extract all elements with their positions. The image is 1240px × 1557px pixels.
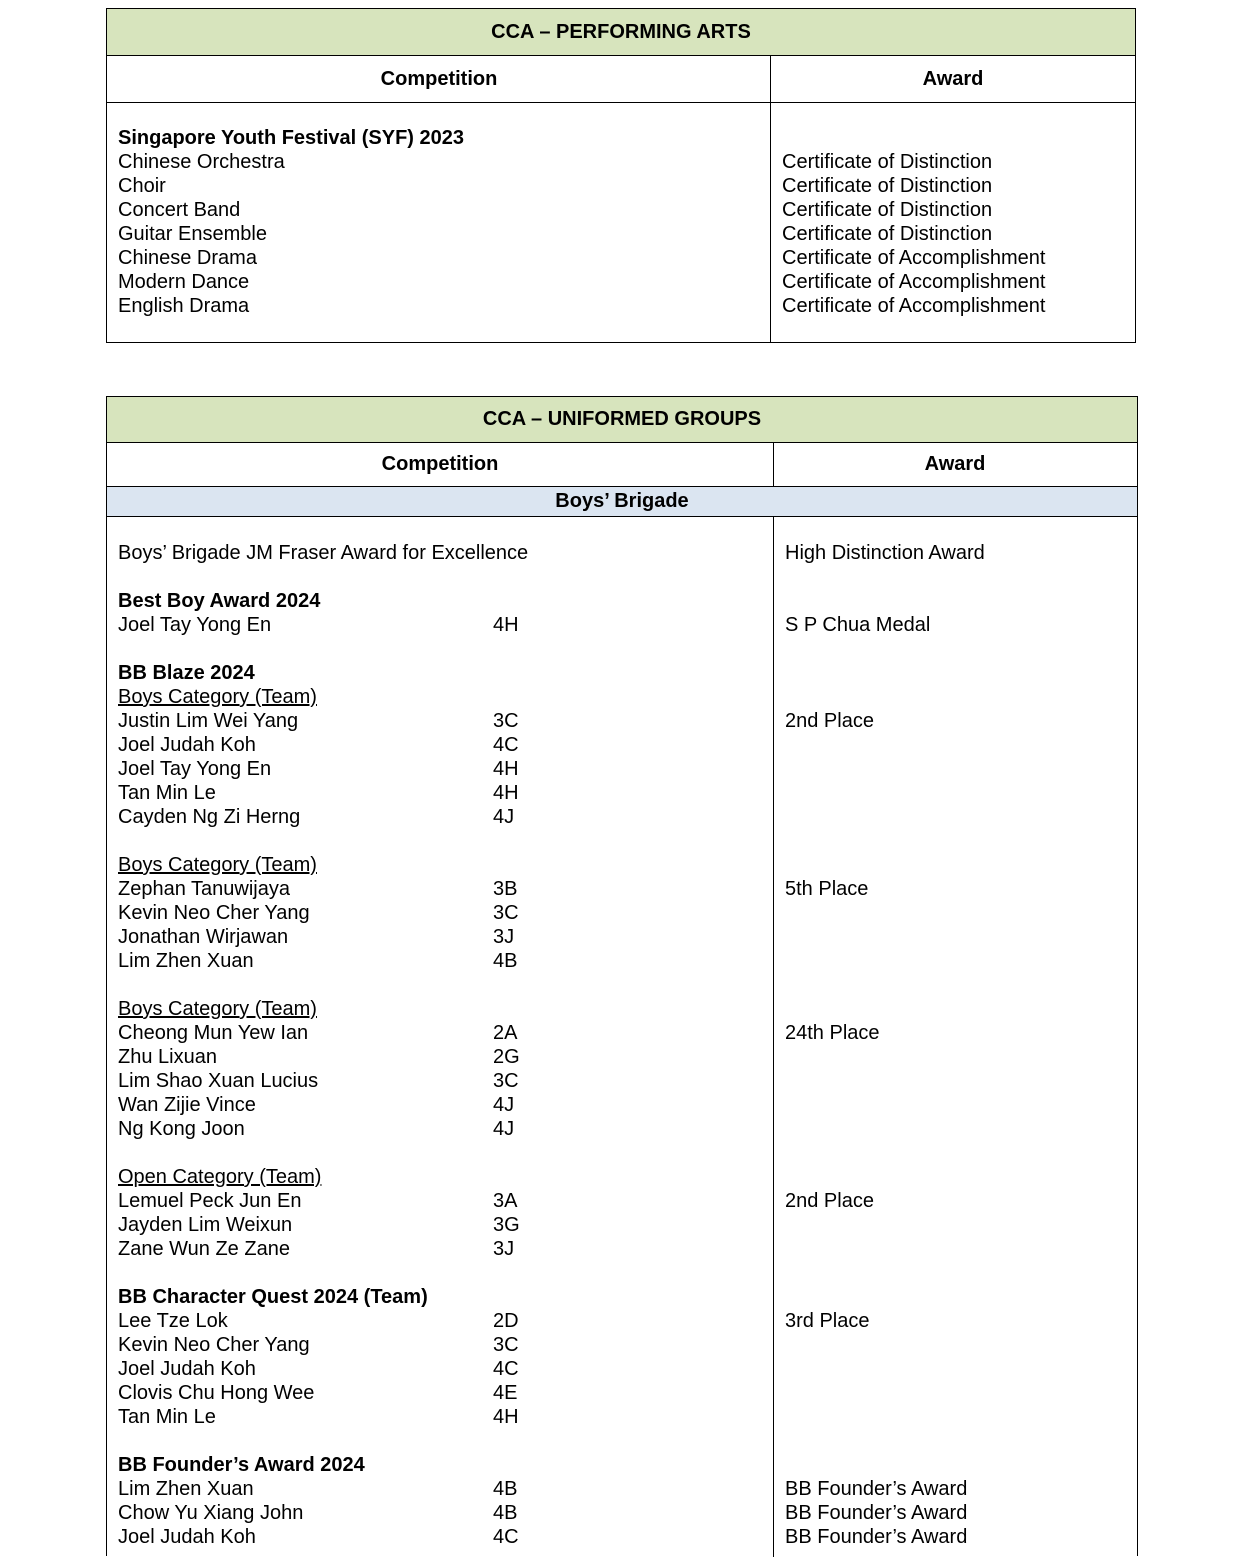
member-name: Justin Lim Wei Yang — [118, 710, 299, 732]
member-name: Kevin Neo Cher Yang — [118, 1334, 310, 1356]
uniformed-groups-table — [106, 396, 1138, 1556]
member-name: Zane Wun Ze Zane — [118, 1238, 290, 1260]
spacer — [785, 1453, 985, 1477]
member-name: Cheong Mun Yew Ian — [118, 1022, 309, 1044]
award-text: BB Founder’s Award — [785, 1526, 968, 1548]
spacer — [118, 565, 528, 589]
category-label: Boys Category (Team) — [118, 998, 317, 1020]
member-class: 4C — [493, 734, 519, 756]
spacer — [785, 1285, 985, 1309]
uniformed-groups-competition-cell — [118, 517, 528, 1549]
ensemble-award: Certificate of Distinction — [782, 151, 993, 173]
spacer — [785, 1261, 985, 1285]
spacer — [785, 1045, 985, 1069]
member-row — [118, 1021, 528, 1045]
award-text: BB Founder’s Award — [785, 1502, 968, 1524]
spacer — [118, 829, 528, 853]
ensemble-name: English Drama — [118, 295, 250, 317]
spacer — [785, 1141, 985, 1165]
member-row — [118, 1405, 528, 1429]
member-row — [118, 733, 528, 757]
column-divider — [773, 443, 774, 487]
member-class: 4H — [493, 1406, 519, 1428]
member-name: Joel Judah Koh — [118, 734, 256, 756]
member-name: Lim Zhen Xuan — [118, 950, 254, 972]
member-name: Kevin Neo Cher Yang — [118, 902, 310, 924]
award-text: S P Chua Medal — [785, 614, 931, 636]
ensemble-award: Certificate of Distinction — [782, 223, 993, 245]
member-name: Lim Shao Xuan Lucius — [118, 1070, 319, 1092]
award-text: 2nd Place — [785, 710, 874, 732]
member-name: Jonathan Wirjawan — [118, 926, 289, 948]
member-name: Chow Yu Xiang John — [118, 1502, 304, 1524]
competition-column-header: Competition — [380, 68, 498, 90]
ensemble-name: Chinese Orchestra — [118, 151, 285, 173]
member-class: 2A — [493, 1022, 518, 1044]
spacer — [785, 901, 985, 925]
spacer — [118, 973, 528, 997]
member-class: 4J — [493, 1118, 515, 1140]
ensemble-award: Certificate of Accomplishment — [782, 271, 1046, 293]
spacer — [785, 925, 985, 949]
competition-column-header: Competition — [381, 453, 499, 475]
category-label: Boys Category (Team) — [118, 686, 317, 708]
ensemble-name: Guitar Ensemble — [118, 223, 267, 245]
member-name: Wan Zijie Vince — [118, 1094, 256, 1116]
member-row — [118, 757, 528, 781]
award-text: High Distinction Award — [785, 542, 985, 564]
spacer — [785, 1357, 985, 1381]
member-name: Tan Min Le — [118, 782, 216, 804]
ensemble-name: Chinese Drama — [118, 247, 257, 269]
member-row — [118, 1237, 528, 1261]
member-row — [118, 709, 528, 733]
ensemble-name: Modern Dance — [118, 271, 250, 293]
member-name: Zhu Lixuan — [118, 1046, 217, 1068]
member-row — [118, 1381, 528, 1405]
member-class: 3J — [493, 926, 515, 948]
performing-arts-award-cell — [782, 150, 1045, 318]
spacer — [785, 997, 985, 1021]
spacer — [785, 829, 985, 853]
spacer — [785, 853, 985, 877]
member-name: Joel Tay Yong En — [118, 758, 272, 780]
member-class: 4J — [493, 806, 515, 828]
member-class: 3G — [493, 1214, 520, 1236]
spacer — [785, 1213, 985, 1237]
spacer — [785, 1165, 985, 1189]
spacer — [785, 781, 985, 805]
award-column-header: Award — [922, 68, 984, 90]
member-name: Jayden Lim Weixun — [118, 1214, 293, 1236]
member-class: 4B — [493, 1502, 518, 1524]
member-row — [118, 925, 528, 949]
ensemble-award: Certificate of Distinction — [782, 199, 993, 221]
member-row — [118, 1477, 528, 1501]
syf-heading: Singapore Youth Festival (SYF) 2023 — [118, 127, 465, 149]
award-text: BB Founder’s Award — [785, 1478, 968, 1500]
spacer — [785, 1069, 985, 1093]
spacer — [785, 517, 985, 541]
award-text: 5th Place — [785, 878, 869, 900]
spacer — [118, 1141, 528, 1165]
member-class: 4B — [493, 950, 518, 972]
award-text: 3rd Place — [785, 1310, 870, 1332]
member-name: Lemuel Peck Jun En — [118, 1190, 302, 1212]
member-name: Lim Zhen Xuan — [118, 1478, 254, 1500]
member-class: 3C — [493, 710, 519, 732]
spacer — [785, 757, 985, 781]
column-divider — [770, 56, 771, 342]
performing-arts-header-row — [107, 56, 1135, 103]
spacer — [785, 565, 985, 589]
competition-name: Boys’ Brigade JM Fraser Award for Excellence — [118, 542, 529, 564]
member-class: 4H — [493, 782, 519, 804]
member-class: 2G — [493, 1046, 520, 1068]
award-text: 2nd Place — [785, 1190, 874, 1212]
member-row — [118, 613, 528, 637]
category-label: Boys Category (Team) — [118, 854, 317, 876]
ensemble-award: Certificate of Accomplishment — [782, 295, 1046, 317]
spacer — [785, 1117, 985, 1141]
award-text: 24th Place — [785, 1022, 880, 1044]
spacer — [785, 733, 985, 757]
member-row — [118, 1357, 528, 1381]
member-class: 3J — [493, 1238, 515, 1260]
spacer — [785, 1381, 985, 1405]
member-name: Lee Tze Lok — [118, 1310, 228, 1332]
member-row — [118, 1093, 528, 1117]
member-class: 4H — [493, 614, 519, 636]
member-class: 3C — [493, 1334, 519, 1356]
member-name: Joel Tay Yong En — [118, 614, 272, 636]
spacer — [118, 1261, 528, 1285]
member-class: 4E — [493, 1382, 518, 1404]
ensemble-name: Concert Band — [118, 199, 241, 221]
spacer — [785, 589, 985, 613]
member-row — [118, 1045, 528, 1069]
member-name: Tan Min Le — [118, 1406, 216, 1428]
performing-arts-title: CCA – PERFORMING ARTS — [107, 9, 1135, 56]
competition-heading: BB Blaze 2024 — [118, 662, 255, 684]
spacer — [785, 661, 985, 685]
member-name: Joel Judah Koh — [118, 1526, 256, 1548]
column-divider — [773, 517, 774, 1557]
spacer — [785, 1429, 985, 1453]
member-class: 4J — [493, 1094, 515, 1116]
spacer — [785, 1237, 985, 1261]
member-row — [118, 1501, 528, 1525]
member-row — [118, 877, 528, 901]
spacer — [785, 685, 985, 709]
member-name: Zephan Tanuwijaya — [118, 878, 290, 900]
spacer — [785, 637, 985, 661]
member-class: 4B — [493, 1478, 518, 1500]
award-column-header: Award — [924, 453, 986, 475]
ensemble-name: Choir — [118, 175, 166, 197]
member-name: Ng Kong Joon — [118, 1118, 245, 1140]
member-row — [118, 1333, 528, 1357]
member-row — [118, 1525, 528, 1549]
ensemble-award: Certificate of Distinction — [782, 175, 993, 197]
spacer — [785, 949, 985, 973]
member-class: 3C — [493, 1070, 519, 1092]
member-row — [118, 1069, 528, 1093]
member-class: 3B — [493, 878, 518, 900]
member-class: 3C — [493, 902, 519, 924]
member-row — [118, 1213, 528, 1237]
spacer — [785, 1093, 985, 1117]
member-row — [118, 805, 528, 829]
spacer — [118, 637, 528, 661]
performing-arts-competition-cell — [118, 126, 464, 318]
competition-heading: Best Boy Award 2024 — [118, 590, 321, 612]
category-label: Open Category (Team) — [118, 1166, 322, 1188]
uniformed-groups-title: CCA – UNIFORMED GROUPS — [107, 397, 1137, 443]
boys-brigade-subheading: Boys’ Brigade — [107, 487, 1137, 517]
member-class: 4C — [493, 1526, 519, 1548]
member-class: 4H — [493, 758, 519, 780]
competition-heading: BB Character Quest 2024 (Team) — [118, 1286, 428, 1308]
member-row — [118, 1117, 528, 1141]
member-row — [118, 901, 528, 925]
performing-arts-table — [106, 8, 1136, 343]
member-name: Joel Judah Koh — [118, 1358, 256, 1380]
spacer — [118, 1429, 528, 1453]
member-row — [118, 1189, 528, 1213]
member-name: Clovis Chu Hong Wee — [118, 1382, 315, 1404]
member-row — [118, 1309, 528, 1333]
spacer — [118, 517, 528, 541]
member-class: 2D — [493, 1310, 519, 1332]
ensemble-award: Certificate of Accomplishment — [782, 247, 1046, 269]
member-row — [118, 781, 528, 805]
member-name: Cayden Ng Zi Herng — [118, 806, 301, 828]
uniformed-groups-award-cell — [785, 517, 985, 1549]
spacer — [785, 805, 985, 829]
spacer — [785, 1333, 985, 1357]
member-class: 3A — [493, 1190, 518, 1212]
uniformed-groups-header-row — [107, 443, 1137, 487]
competition-heading: BB Founder’s Award 2024 — [118, 1454, 365, 1476]
spacer — [785, 973, 985, 997]
member-class: 4C — [493, 1358, 519, 1380]
spacer — [785, 1405, 985, 1429]
member-row — [118, 949, 528, 973]
